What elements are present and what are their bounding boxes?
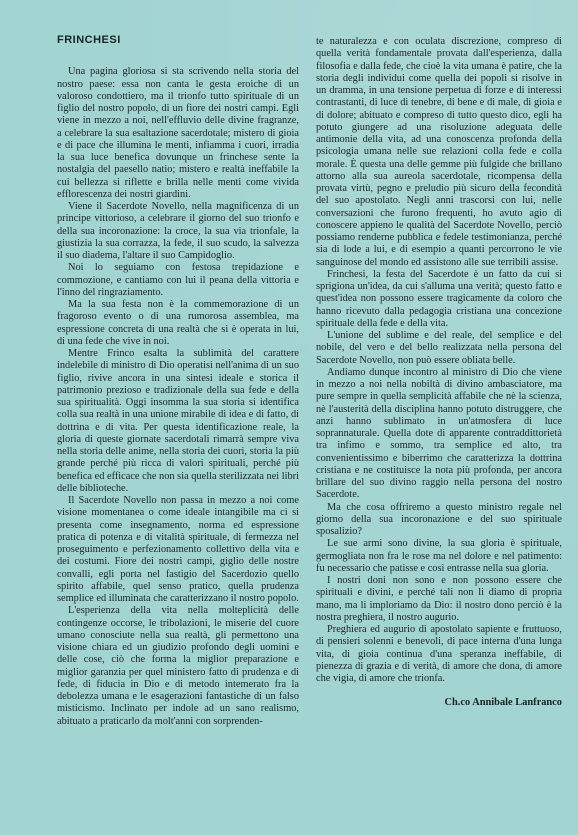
paragraph: te naturalezza e con oculata discrezione, compreso di quella verità fondamentale provata dall'esperienza, dalla filosofia e dalla fede, che cioè la vita umana è patire, che la storia degli individui come quella dei popoli si risolve in un dramma, in una tensione perpetua di forze e di interessi contrastanti, di luce di tenebre, di bene e di male, di gioia e di dolore; abituato e compreso di tutto questo dico, egli ha potuto giungere ad una risoluzione adeguata delle antimonie della vita, ad una conoscenza profonda della psicologia umana nelle sue relazioni colla fede e colla morale. È questa una delle gemme più fulgide che brillano attorno alla sua aureola sacerdotale, ricompensa della provata virtù, pegno e preludio più sicuro della fecondità del suo apostolato. Negli anni trascorsi con lui, nelle conversazioni che furono frequenti, ho avuto agio di conoscere appieno le qualità del Sacerdote Novello, perciò possiamo renderne pubblica e fedele testimonianza, perché sia di lode a lui, e di esempio a quanti percorrono le vie sanguinose del mondo ed assistono alle sue terribili assise. <box>316 36 562 268</box>
paragraph: Andiamo dunque incontro al ministro di Dio che viene in mezzo a noi nella nobiltà di divino ambasciatore, ma pure sempre in quella semplicità affabile che nè la scienza, nè l'austerità della disciplina hanno potuto distruggere, che anzi hanno sublimato in un'atmosfera di luce soprannaturale. Quella dote di apparente contraddittorietà tra infimo e sommo, tra semplice ed alto, tra convenientissimo e biberrimo che caratterizza la dottrina cristiana e ne costituisce la nota più profonda, per ancora brillare del suo divino raggio nella persona del nostro Sacerdote. <box>316 366 562 501</box>
paragraph: Preghiera ed augurio di apostolato sapiente e fruttuoso, di pensieri solenni e benevoli, di pace interna d'una lunga vita, di gioia continua d'una speranza ineffabile, di pienezza di grazia e di verità, di amore che dona, di amore che vigia, di amore che trionfa. <box>316 624 562 684</box>
paragraph: Noi lo seguiamo con festosa trepidazione e commozione, e cantiamo con lui il peana della vittoria e l'inno del ringraziamento. <box>57 262 299 298</box>
right-paragraphs <box>316 36 562 685</box>
left-paragraphs <box>57 66 299 728</box>
right-column <box>316 36 562 710</box>
paragraph: Il Sacerdote Novello non passa in mezzo a noi come visione momentanea o come ideale intangibile ma ci si presenta come insegnamento, norma ed espressione pratica di potenza e di vitalità spirituale, di fermezza nel proseguimento e perfezionamento collettivo della vita e dei costumi. Fiore dei nostri campi, giglio delle nostre convalli, egli porta nel fastigio del Sacerdozio quello spirito affabile, quel senso pratico, quella prudenza semplice ed illuminata che caratterizzano il nostro popolo. <box>57 495 299 604</box>
paragraph: Ma che cosa offriremo a questo ministro regale nel giorno della sua incoronazione e del suo spirituale sposalizio? <box>316 501 562 537</box>
paragraph: Mentre Frinco esalta la sublimità del carattere indelebile di ministro di Dio operatisi nell'anima di un suo figlio, rivive ancora in una sintesi ideale e storica il patrimonio prezioso e tradizionale della sua fede e della sua spiritualità. Oggi insomma la sua storia si identifica colla sua realtà in una unione mirabile di idea e di fatto, di dottrina e di vita. Per questa identificazione reale, la gloria di queste giornate sacerdotali rimarrà sempre viva nella storia delle anime, nella storia dei cuori, storia la più grande perché più ricca di valori spirituali, perché più benefica ed efficace che non sia quella sterilizzata nei libri delle biblioteche. <box>57 348 299 494</box>
paragraph: L'unione del sublime e del reale, del semplice e del nobile, del vero e del bello realizzata nella persona del Sacerdote Novello, non può essere obliata belle. <box>316 330 562 366</box>
paragraph: I nostri doni non sono e non possono essere che spirituali e divini, e perché tali non li diamo di propria mano, ma li imploriamo da Dio: il nostro dono perciò è la nostra preghiera, il nostro augurio. <box>316 575 562 623</box>
paragraph: Frinchesi, la festa del Sacerdote è un fatto da cui si sprigiona un'idea, da cui s'alluma una verità; questo fatto e quest'idea non possono essere tragicamente da coloro che hanno ricevuto dalla pedagogia cristiana una concezione spirituale della fede e della vita. <box>316 268 562 329</box>
left-column <box>57 34 299 728</box>
signature: Ch.co Annibale Lanfranco <box>444 697 562 709</box>
paragraph: Ma la sua festa non è la commemorazione di un fragoroso evento o di una rumorosa assemblea, ma espressione concreta di una realtà che si è operata in lui, di una fede che vive in noi. <box>57 299 299 347</box>
paragraph: Una pagina gloriosa si sta scrivendo nella storia del nostro paese: essa non canta le gesta eroiche di un valoroso condottiero, ma il trionfo tutto spirituale di un figlio del nostro popolo, di un fiore dei nostri campi. Egli viene in mezzo a noi, nell'effluvio delle divine fragranze, a celebrare la sua esaltazione sacerdotale; mistero di gioia e di pace che illumina le menti, infiamma i cuori, irradia la sua luce benefica dovunque un frinchese sente la nostalgia del paesello natio; mistero e realtà ineffabile la cui bellezza si riflette e brilla nelle menti come vivida efflorescenza dei nostri giardini. <box>57 66 299 200</box>
paragraph: Viene il Sacerdote Novello, nella magnificenza di un principe vittorioso, a celebrare il giorno del suo trionfo e della sua incoronazione: la croce, la sua via trionfale, la giustizia la sua corrazza, la fede, il suo scudo, la salvezza il suo diadema, l'altare il suo Campidoglio. <box>57 201 299 261</box>
paragraph: Le sue armi sono divine, la sua gloria è spirituale, germogliata non fra le rose ma nel dolore e nel patimento: fu necessario che patisse e così entrasse nella sua gloria. <box>316 538 562 574</box>
article-title: FRINCHESI <box>57 34 121 46</box>
paragraph: L'esperienza della vita nella molteplicità delle contingenze occorse, le tribolazioni, le miserie del cuore umano conosciute nella sua realtà, gli permettono una visione chiara ed un giudizio profondo degli uomini e delle cose, ciò che forma la miglior preparazione e miglior garanzia per quel ministero fatto di prudenza e di fede, di fiducia in Dio e di metodo intemerato fra la debolezza umana e le esagerazioni fantastiche di un falso misticismo. Inclinato per indole ad un sano realismo, abituato a praticarlo da molt'anni con sorprenden- <box>57 605 299 727</box>
